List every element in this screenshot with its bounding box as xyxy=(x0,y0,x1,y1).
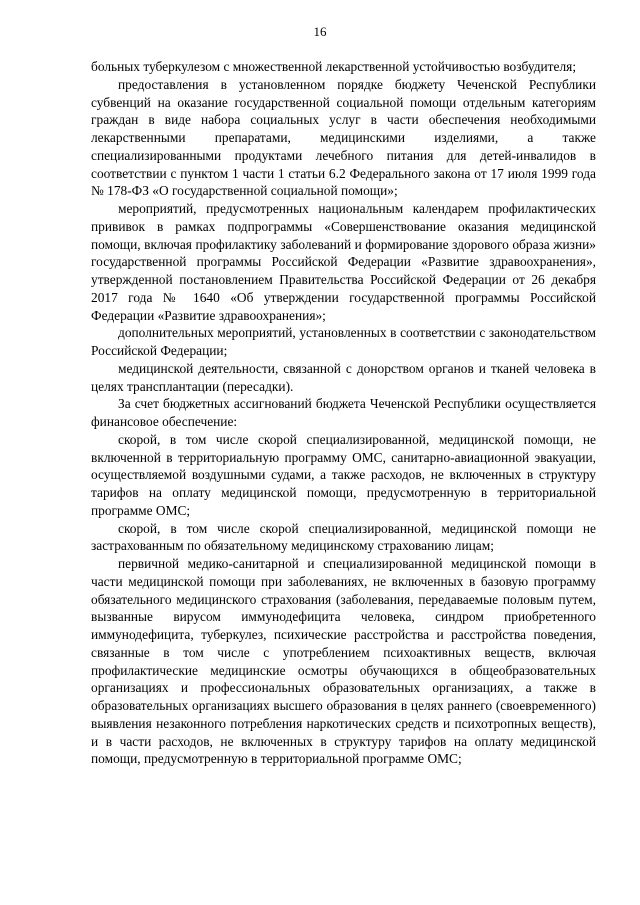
paragraph-subventions: предоставления в установленном порядке бюджету Чеченской Республики субвенций на оказание государственной социальной помощи отдельным категориям граждан в виде набора социальных услуг в части обеспечения необходимыми лекарственными препаратами, медицинскими изделиями, а также специализированными продуктами лечебного питания для детей-инвалидов в соответствии с пунктом 1 части 1 статьи 6.2 Федерального закона от 17 июля 1999 года № 178-ФЗ «О государственной социальной помощи»; xyxy=(91,76,596,199)
document-body xyxy=(91,58,596,768)
paragraph-uninsured-emergency: скорой, в том числе скорой специализированной, медицинской помощи не застрахованным по обязательному медицинскому страхованию лицам; xyxy=(91,520,596,554)
paragraph-organ-donation: медицинской деятельности, связанной с донорством органов и тканей человека в целях трансплантации (пересадки). xyxy=(91,360,596,394)
paragraph-emergency-care: скорой, в том числе скорой специализированной, медицинской помощи, не включенной в территориальную программу ОМС, санитарно-авиационной эвакуации, осуществляемой воздушными судами, а также расходов, не включенных в структуру тарифов на оплату медицинской помощи, предусмотренную в территориальной программе ОМС; xyxy=(91,431,596,518)
paragraph-primary-care: первичной медико-санитарной и специализированной медицинской помощи в части медицинской помощи при заболеваниях, не включенных в базовую программу обязательного медицинского страхования (заболевания, передаваемые половым путем, вызванные вирусом иммунодефицита человека, синдром приобретенного иммунодефицита, туберкулез, психические расстройства и расстройства поведения, связанные в том числе с употреблением психоактивных веществ, включая профилактические медицинские осмотры обучающихся в общеобразовательных организациях и профессиональных образовательных организациях, а также в образовательных организациях высшего образования в целях раннего (своевременного) выявления незаконного потребления наркотических средств и психотропных веществ), и в части расходов, не включенных в структуру тарифов на оплату медицинской помощи, предусмотренную в территориальной программе ОМС; xyxy=(91,556,596,767)
page-number: 16 xyxy=(313,24,327,39)
paragraph-additional-measures: дополнительных мероприятий, установленных в соответствии с законодательством Российской Федерации; xyxy=(91,325,596,358)
paragraph-vaccination-calendar: мероприятий, предусмотренных национальным календарем профилактических прививок в рамках подпрограммы «Совершенствование оказания медицинской помощи, включая профилактику заболеваний и формирование здорового образа жизни» государственной программы Российской Федерации «Развитие здравоохранения», утвержденной постановлением Правительства Российской Федерации от 26 декабря 2017 года № 1640 «Об утверждении государственной программы Российской Федерации «Развитие здравоохранения»; xyxy=(91,201,596,323)
paragraph-budget-financing: За счет бюджетных ассигнований бюджета Чеченской Республики осуществляется финансовое обеспечение: xyxy=(91,396,596,429)
paragraph-continuation: больных туберкулезом с множественной лекарственной устойчивостью возбудителя; xyxy=(91,59,577,74)
